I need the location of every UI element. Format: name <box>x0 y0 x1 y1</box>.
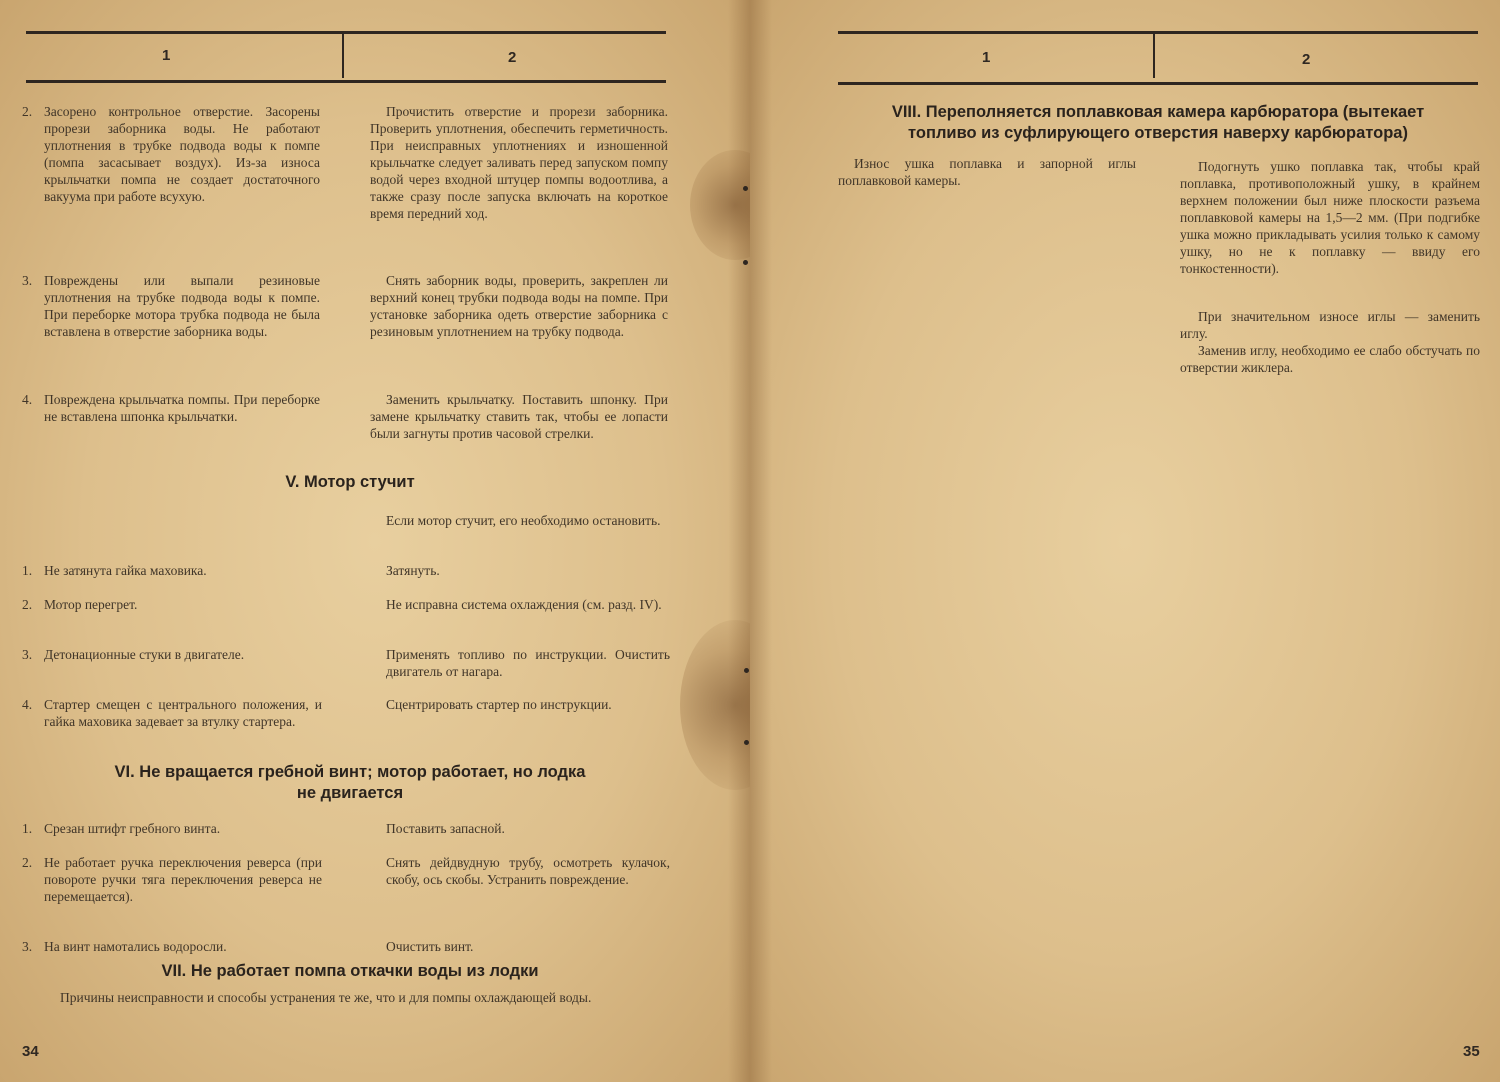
section-text: Причины неисправности и способы устранения те же, что и для помпы охлаждающей воды. <box>60 990 592 1005</box>
remedy-item: Затянуть. <box>386 563 440 578</box>
remedy-item: Не исправна система охлаждения (см. разд. IV). <box>386 597 662 612</box>
book-spine <box>728 0 772 1082</box>
cause-item: 2. Засорено контрольное отверстие. Засорены прорези заборника воды. Не работают уплотнения в трубке подвода воды к помпе (помпа засасывает воздух). Из-за износа крыльчатки помпа не создает достаточного вакуума при работе всухую. <box>22 104 320 204</box>
section-heading: VIII. Переполняется поплавковая камера карбюратора (вытекает топливо из суфлирующего отверстия наверху карбюратора) <box>891 103 1425 142</box>
cause-item: Износ ушка поплавка и запорной иглы поплавковой камеры. <box>838 156 1136 188</box>
section-heading: V. Мотор стучит <box>285 473 415 491</box>
table-top-rule <box>26 31 666 34</box>
remedy-item: Снять заборник воды, проверить, закреплен ли верхний конец трубки подвода воды на помпе. При установке заборника одеть отверстие заборника с резиновым уплотнением на трубку подвода. <box>370 273 668 339</box>
cause-item: 4. Повреждена крыльчатка помпы. При переборке не вставлена шпонка крыльчатки. <box>22 392 320 424</box>
cause-item: 2. Мотор перегрет. <box>22 597 138 612</box>
page-number: 35 <box>1463 1043 1480 1060</box>
table-header-divider <box>1153 34 1155 78</box>
column-1-header: 1 <box>982 49 991 66</box>
remedy-item: Снять дейдвудную трубу, осмотреть кулачок, скобу, ось скобы. Устранить повреждение. <box>386 855 670 887</box>
remedy-item: Заменив иглу, необходимо ее слабо обстучать по отверстии жиклера. <box>1180 343 1480 375</box>
binding-staple <box>743 186 748 191</box>
section-heading: VII. Не работает помпа откачки воды из лодки <box>161 962 539 980</box>
table-header-divider <box>342 34 344 78</box>
remedy-item: При значительном износе иглы — заменить иглу. <box>1180 309 1480 341</box>
column-1-header: 1 <box>162 47 171 64</box>
section-intro: Если мотор стучит, его необходимо остановить. <box>386 513 661 528</box>
page-number: 34 <box>22 1043 39 1060</box>
remedy-item: Очистить винт. <box>386 939 474 954</box>
right-page <box>750 0 1500 1082</box>
table-header-bottom-rule <box>838 82 1478 85</box>
binding-staple <box>743 260 748 265</box>
cause-item: 2. Не работает ручка переключения реверса (при повороте ручки тяга переключения реверса не перемещается). <box>22 855 322 904</box>
cause-item: 1. Не затянута гайка маховика. <box>22 563 207 578</box>
binding-staple <box>744 740 749 745</box>
remedy-item: Подогнуть ушко поплавка так, чтобы край поплавка, противоположный ушку, в крайнем верхнем положении был ниже плоскости разъема поплавковой камеры на 1,5—2 мм. (При подгибке ушка можно прикладывать усилия только к самому ушку, но не к поплавку — ввиду его тонкостенности). <box>1180 159 1480 276</box>
cause-item: 3. Детонационные стуки в двигателе. <box>22 647 245 662</box>
cause-item: 4. Стартер смещен с центрального положения, и гайка маховика задевает за втулку стартера. <box>22 697 322 729</box>
remedy-item: Прочистить отверстие и прорези заборника. Проверить уплотнения, обеспечить герметичность. При неисправных уплотнениях и изношенной крыльчатке следует заливать перед запуском помпу водой через входной штуцер помпы водоотлива, а также сразу после запуска включать на короткое время передний ход. <box>370 104 668 221</box>
section-heading: VI. Не вращается гребной винт; мотор работает, но лодка не двигается <box>114 763 586 802</box>
remedy-item: Применять топливо по инструкции. Очистить двигатель от нагара. <box>386 647 670 679</box>
remedy-item: Сцентрировать стартер по инструкции. <box>386 697 612 712</box>
binding-staple <box>744 668 749 673</box>
table-header-bottom-rule <box>26 80 666 83</box>
column-2-header: 2 <box>1302 51 1311 68</box>
cause-item: 1. Срезан штифт гребного винта. <box>22 821 221 836</box>
column-2-header: 2 <box>508 49 517 66</box>
remedy-item: Поставить запасной. <box>386 821 505 836</box>
table-top-rule <box>838 31 1478 34</box>
cause-item: 3. На винт намотались водоросли. <box>22 939 227 954</box>
cause-item: 3. Повреждены или выпали резиновые уплотнения на трубке подвода воды к помпе. При переборке мотора трубка подвода не была вставлена в отверстие заборника воды. <box>22 273 320 339</box>
remedy-item: Заменить крыльчатку. Поставить шпонку. При замене крыльчатку ставить так, чтобы ее лопасти были загнуты против часовой стрелки. <box>370 392 668 441</box>
